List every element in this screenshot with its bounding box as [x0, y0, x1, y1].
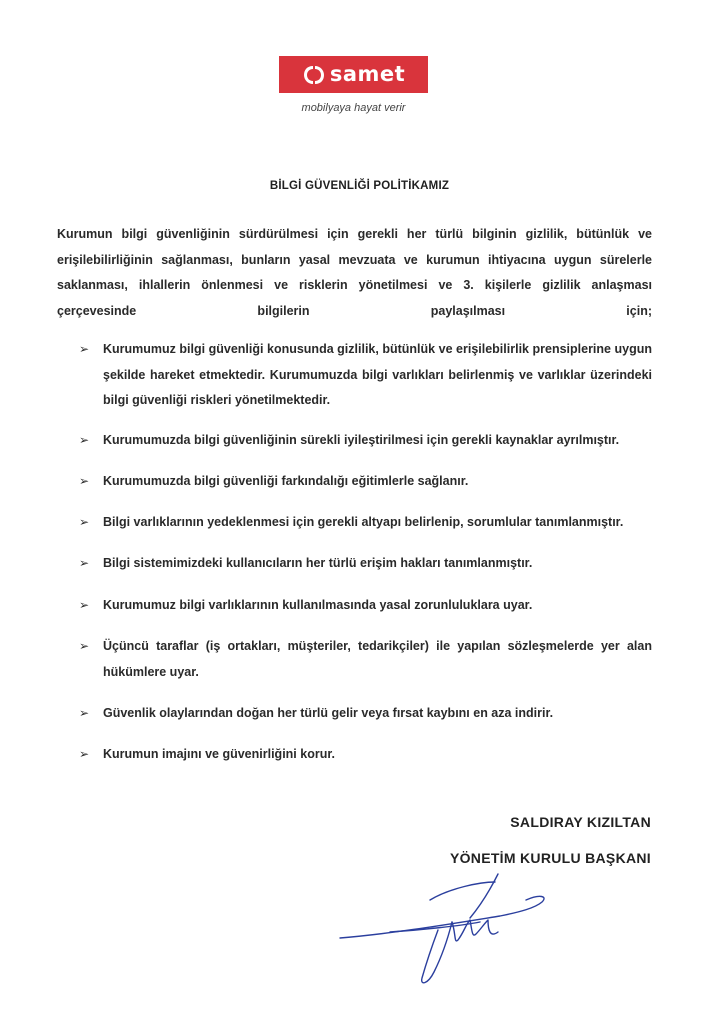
list-item-text: Kurumun imajını ve güvenirliğini korur. [103, 747, 335, 761]
arrow-bullet-icon: ➢ [79, 747, 90, 761]
samet-swirl-icon [302, 63, 326, 87]
list-item [79, 742, 652, 768]
list-item-text: Kurumumuzda bilgi güvenliğinin sürekli iyileştirilmesi için gerekli kaynaklar ayrılmıştır. [103, 433, 620, 447]
list-item [79, 593, 652, 619]
list-item [79, 510, 652, 536]
list-item-text: Bilgi varlıklarının yedeklenmesi için gerekli altyapı belirlenip, sorumlular tanımlanmıştır. [103, 515, 624, 529]
arrow-bullet-icon: ➢ [79, 556, 90, 570]
list-item-text: Üçüncü taraflar (iş ortakları, müşteriler, tedarikçiler) ile yapılan sözleşmelerde yer alan hükümlere uyar. [103, 639, 652, 679]
arrow-bullet-icon: ➢ [79, 598, 90, 612]
arrow-bullet-icon: ➢ [79, 706, 90, 720]
logo-tagline: mobilyaya hayat verir [301, 102, 406, 114]
arrow-bullet-icon: ➢ [79, 433, 90, 447]
list-item-text: Kurumumuz bilgi güvenliği konusunda gizlilik, bütünlük ve erişilebilirlik prensiplerine uygun şekilde hareket etmektedir. Kurumumuzda bilgi varlıkları belirlenmiş ve varlıklar üzerindeki bilgi güvenliği riskleri yönetilmektedir. [103, 342, 652, 407]
handwritten-signature [330, 860, 560, 990]
signer-name: SALDIRAY KIZILTAN [510, 814, 651, 830]
list-item-text: Bilgi sistemimizdeki kullanıcıların her türlü erişim hakları tanımlanmıştır. [103, 556, 533, 570]
list-item-text: Güvenlik olaylarından doğan her türlü gelir veya fırsat kaybını en aza indirir. [103, 706, 554, 720]
signer-title: YÖNETİM KURULU BAŞKANI [449, 850, 651, 866]
list-item [79, 337, 652, 414]
logo-brand-text: samet [329, 62, 406, 86]
list-item [79, 634, 652, 685]
company-logo [279, 56, 428, 93]
list-item-text: Kurumumuz bilgi varlıklarının kullanılmasında yasal zorunluluklara uyar. [103, 598, 533, 612]
list-item [79, 428, 652, 454]
arrow-bullet-icon: ➢ [79, 474, 90, 488]
arrow-bullet-icon: ➢ [79, 342, 90, 356]
document-title: BİLGİ GÜVENLİĞİ POLİTİKAMIZ [269, 180, 450, 192]
intro-paragraph: Kurumun bilgi güvenliğinin sürdürülmesi için gerekli her türlü bilginin gizlilik, bütünlük ve erişilebilirliğinin sağlanması, bunların yasal mevzuata ve kurumun ihtiyacına uygun sürelerle saklanması, ihlallerin önlenmesi ve risklerin yönetilmesi ve 3. kişilerle gizlilik anlaşması çerçevesinde bilgilerin paylaşılması için; [57, 227, 652, 318]
list-item [79, 551, 652, 577]
list-item [79, 469, 652, 495]
arrow-bullet-icon: ➢ [79, 639, 90, 653]
arrow-bullet-icon: ➢ [79, 515, 90, 529]
list-item-text: Kurumumuzda bilgi güvenliği farkındalığı eğitimlerle sağlanır. [103, 474, 469, 488]
list-item [79, 701, 652, 727]
